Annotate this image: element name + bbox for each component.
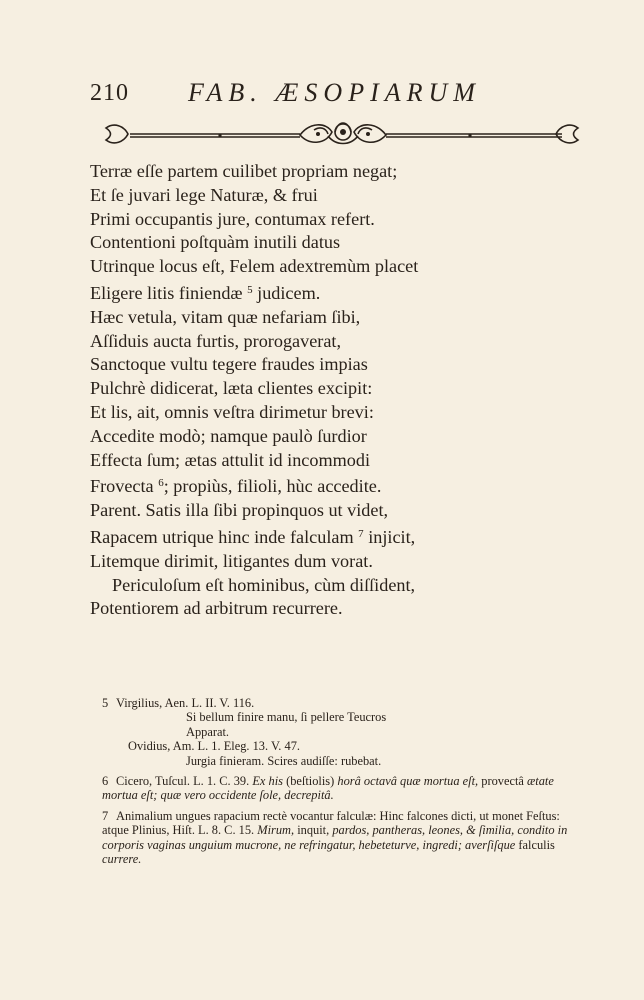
verse-line: Contentioni poſtquàm inutili datus xyxy=(90,232,341,253)
footnote-ref: 5 xyxy=(247,283,253,296)
verse-line xyxy=(90,523,560,550)
ornament-divider-icon xyxy=(100,114,586,154)
footnote-citation: Cicero, Tuſcul. L. 1. C. 39. xyxy=(116,774,250,789)
verse-line: Primi occupantis jure, contumax refert. xyxy=(90,208,375,229)
footnote-text: falculis xyxy=(518,837,555,852)
footnote-quote: pardos, pantheras, leones, & ſimilia, condito in corporis vaginas unguium mucrone, ne refringatur, hebeteturve, ingredi; averſiſque xyxy=(102,823,568,852)
footnote-quote: Si bellum finire manu, ſi pellere Teucros xyxy=(186,710,387,725)
verse-text: Eligere litis finiendæ xyxy=(90,282,243,303)
fable-verse xyxy=(90,160,560,621)
footnote-text: (beſtiolis) xyxy=(286,774,335,789)
verse-line: Parent. Satis illa ſibi propinquos ut videt, xyxy=(90,500,389,521)
footnote-7 xyxy=(102,809,572,867)
footnote-number: 6 xyxy=(102,774,109,789)
page-header xyxy=(90,78,530,112)
footnote-number: 7 xyxy=(102,808,109,823)
verse-line: Aſſiduis aucta furtis, prorogaverat, xyxy=(90,330,342,351)
verse-text: judicem. xyxy=(257,282,321,303)
footnote-citation: Virgilius, Aen. L. II. V. 116. xyxy=(116,696,255,710)
footnote-quote: horâ octavâ quæ mortua eſt, xyxy=(337,774,479,789)
verse-line: Hæc vetula, vitam quæ nefariam ſibi, xyxy=(90,306,361,327)
verse-text: injicit, xyxy=(368,526,416,547)
footnote-6 xyxy=(102,774,572,803)
verse-line xyxy=(90,279,560,306)
running-title: FAB. ÆSOPIARUM xyxy=(188,78,481,107)
footnote-5 xyxy=(102,696,572,768)
verse-line: Terræ eſſe partem cuilibet propriam negat; xyxy=(90,161,398,181)
footnote-text: provectâ xyxy=(481,774,524,789)
footnote-quote: Mirum, xyxy=(257,823,295,838)
footnote-quote: currere. xyxy=(102,852,142,867)
footnote-ref: 7 xyxy=(358,527,364,540)
footnote-text: inquit, xyxy=(297,823,330,838)
verse-text: ; propiùs, filioli, hùc accedite. xyxy=(163,476,382,497)
page-number: 210 xyxy=(90,80,129,106)
footnote-quote: ætate mortua eſt; quæ vero occidente ſole, decrepitâ. xyxy=(102,774,554,803)
footnote-quote: Jurgia finieram. Scires audiſſe: rubebat. xyxy=(186,753,382,768)
verse-line: Pulchrè didicerat, læta clientes excipit: xyxy=(90,378,373,399)
verse-line: Et ſe juvari lege Naturæ, & frui xyxy=(90,184,318,205)
footnote-number: 5 xyxy=(102,696,109,710)
footnotes xyxy=(102,696,572,872)
verse-text: Frovecta xyxy=(90,476,154,497)
footnote-citation: Ovidius, Am. L. 1. Eleg. 13. V. 47. xyxy=(128,739,300,754)
verse-line: Litemque dirimit, litigantes dum vorat. xyxy=(90,550,373,571)
verse-line xyxy=(90,472,560,499)
verse-line-moral: Potentiorem ad arbitrum recurrere. xyxy=(90,598,343,619)
verse-line: Utrinque locus eſt, Felem adextremùm placet xyxy=(90,256,419,277)
footnote-ref: 6 xyxy=(158,477,164,490)
verse-line: Effecta ſum; ætas attulit id incommodi xyxy=(90,449,371,470)
verse-line-moral: Periculoſum eſt hominibus, cùm diſſident, xyxy=(112,574,416,595)
footnote-quote: Ex his xyxy=(252,774,283,789)
verse-line: Sanctoque vultu tegere fraudes impias xyxy=(90,354,368,375)
verse-text: Rapacem utrique hinc inde falculam xyxy=(90,526,354,547)
footnote-text: Animalium ungues rapacium rectè vocantur falculæ: Hinc falcones dicti, ut monet Feſtus: atque Plinius, Hiſt. L. 8. C. 15. xyxy=(102,808,560,838)
verse-line: Et lis, ait, omnis veſtra dirimetur brevi: xyxy=(90,401,374,422)
footnote-quote: Apparat. xyxy=(186,724,230,739)
verse-line: Accedite modò; namque paulò ſurdior xyxy=(90,425,367,446)
